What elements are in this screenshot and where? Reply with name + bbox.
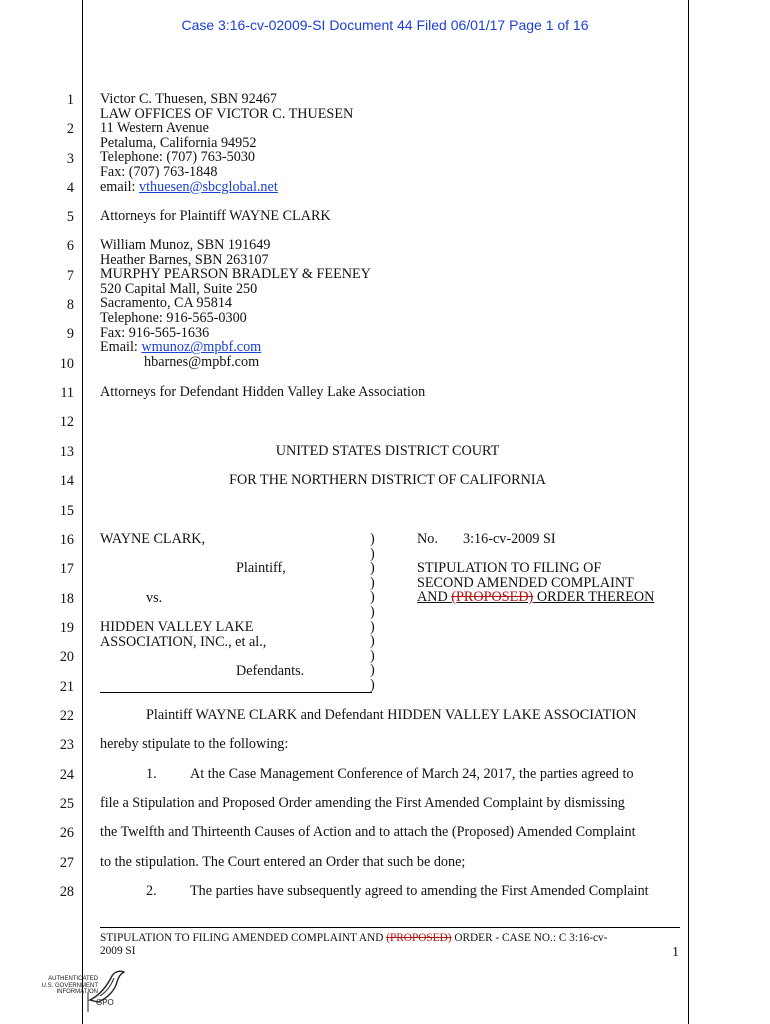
title-text: AND bbox=[417, 589, 452, 606]
counsel-name: Victor C. Thuesen, SBN 92467 bbox=[100, 91, 278, 107]
body-intro: Plaintiff WAYNE CLARK and Defendant HIDDEN VALLEY LAKE ASSOCIATION bbox=[146, 707, 637, 723]
city-address: Petaluma, California 94952 bbox=[100, 134, 257, 151]
versus: vs. bbox=[146, 590, 163, 606]
struck-text: (PROPOSED) bbox=[451, 589, 534, 606]
line-number: 28 bbox=[59, 884, 74, 900]
counsel-name: William Munoz, SBN 191649 bbox=[100, 237, 271, 253]
left-margin-rule bbox=[82, 0, 83, 1024]
firm-name: LAW OFFICES OF VICTOR C. THUESEN bbox=[100, 105, 354, 122]
line-number: 9 bbox=[66, 326, 74, 342]
line-number: 7 bbox=[66, 268, 74, 284]
title-line: SECOND AMENDED COMPLAINT bbox=[417, 574, 634, 591]
logo-text-line: AUTHENTICATED bbox=[48, 976, 98, 982]
line-number: 27 bbox=[59, 855, 74, 871]
logo-text-line: U.S. GOVERNMENT bbox=[41, 982, 98, 989]
document-title bbox=[417, 561, 677, 605]
line-number: 4 bbox=[66, 180, 74, 196]
filing-header: Case 3:16-cv-02009-SI Document 44 Filed 06/01/17 Page 1 of 16 bbox=[181, 17, 589, 33]
court-name: UNITED STATES DISTRICT COURT bbox=[275, 443, 500, 459]
street-address: 520 Capital Mall, Suite 250 bbox=[100, 280, 258, 297]
footer-line: 2009 SI bbox=[100, 945, 136, 957]
defendant-counsel-block bbox=[100, 238, 660, 369]
line-number: 26 bbox=[59, 825, 74, 841]
paragraph-text: to the stipulation. The Court entered an Order that such be done; bbox=[100, 854, 466, 870]
caption-underline bbox=[100, 692, 372, 693]
email-line bbox=[100, 180, 660, 195]
paragraph-text: the Twelfth and Thirteenth Causes of Action and to attach the (Proposed) Amended Complaint bbox=[100, 824, 636, 840]
case-number: 3:16-cv-2009 SI bbox=[463, 531, 556, 547]
email-label: Email: bbox=[100, 339, 142, 356]
email-line bbox=[100, 340, 660, 355]
firm-name: MURPHY PEARSON BRADLEY & FEENEY bbox=[100, 266, 371, 283]
line-number: 3 bbox=[66, 151, 74, 167]
logo-text-line: INFORMATION bbox=[56, 989, 98, 995]
line-number: 15 bbox=[59, 503, 74, 519]
line-number: 5 bbox=[66, 209, 74, 225]
counsel-name: Heather Barnes, SBN 263107 bbox=[100, 251, 269, 268]
defendant-name bbox=[100, 620, 266, 649]
line-number: 14 bbox=[59, 473, 74, 489]
defendant-role: Defendants. bbox=[236, 663, 305, 679]
line-number: 17 bbox=[59, 561, 74, 577]
fax: Fax: (707) 763-1848 bbox=[100, 163, 218, 180]
line-number: 19 bbox=[59, 620, 74, 636]
plaintiff-attorneys-for: Attorneys for Plaintiff WAYNE CLARK bbox=[100, 208, 331, 224]
body-intro-cont: hereby stipulate to the following: bbox=[100, 736, 289, 752]
paragraph-number: 2. bbox=[146, 883, 157, 899]
title-text: ORDER THEREON bbox=[533, 589, 655, 606]
page-number: 1 bbox=[672, 945, 679, 960]
line-number: 18 bbox=[59, 591, 74, 607]
line-number: 20 bbox=[59, 649, 74, 665]
street-address: 11 Western Avenue bbox=[100, 120, 209, 137]
line-number: 1 bbox=[66, 92, 74, 108]
email-secondary: hbarnes@mpbf.com bbox=[144, 353, 260, 370]
caption-parentheses: ) ) ) ) ) ) ) ) ) ) ) bbox=[370, 531, 375, 693]
city-address: Sacramento, CA 95814 bbox=[100, 295, 233, 312]
line-number: 25 bbox=[59, 796, 74, 812]
line-number: 12 bbox=[59, 414, 74, 430]
paragraph-number: 1. bbox=[146, 766, 157, 782]
footer-caption bbox=[100, 932, 607, 958]
paragraph-text: The parties have subsequently agreed to amending the First Amended Complaint bbox=[190, 883, 649, 899]
footer-rule bbox=[100, 927, 680, 928]
right-margin-rule bbox=[688, 0, 689, 1024]
plaintiff-name: WAYNE CLARK, bbox=[100, 531, 206, 547]
email-link[interactable]: wmunoz@mpbf.com bbox=[141, 339, 262, 356]
defendant-attorneys-for: Attorneys for Defendant Hidden Valley Lake Association bbox=[100, 384, 426, 400]
line-number: 21 bbox=[59, 679, 74, 695]
defendant-line: HIDDEN VALLEY LAKE bbox=[100, 619, 254, 635]
title-line bbox=[417, 590, 677, 605]
footer-text: ORDER - CASE NO.: C 3:16-cv- bbox=[451, 932, 608, 944]
email-label: email: bbox=[100, 178, 140, 195]
line-number: 8 bbox=[66, 297, 74, 313]
line-number: 11 bbox=[60, 385, 74, 401]
line-number: 23 bbox=[59, 737, 74, 753]
case-number-label: No. bbox=[417, 531, 438, 547]
gpo-authentication-logo bbox=[40, 966, 130, 1014]
telephone: Telephone: 916-565-0300 bbox=[100, 309, 247, 326]
plaintiff-role: Plaintiff, bbox=[236, 560, 286, 576]
line-number: 16 bbox=[59, 532, 74, 548]
line-number: 22 bbox=[59, 708, 74, 724]
line-number: 6 bbox=[66, 238, 74, 254]
paragraph-text: At the Case Management Conference of March 24, 2017, the parties agreed to bbox=[190, 766, 634, 782]
title-line: STIPULATION TO FILING OF bbox=[417, 560, 602, 576]
line-number: 24 bbox=[59, 767, 74, 783]
line-number: 2 bbox=[66, 121, 74, 137]
email-link[interactable]: vthuesen@sbcglobal.net bbox=[139, 178, 278, 195]
plaintiff-counsel-block bbox=[100, 92, 660, 194]
footer-text: STIPULATION TO FILING AMENDED COMPLAINT AND bbox=[100, 932, 387, 944]
logo-mark: GPO bbox=[96, 998, 114, 1007]
line-number: 10 bbox=[59, 356, 74, 372]
struck-text: (PROPOSED) bbox=[386, 932, 452, 944]
telephone: Telephone: (707) 763-5030 bbox=[100, 149, 256, 166]
defendant-line: ASSOCIATION, INC., et al., bbox=[100, 633, 267, 650]
paragraph-text: file a Stipulation and Proposed Order amending the First Amended Complaint by dismissing bbox=[100, 795, 625, 811]
fax: Fax: 916-565-1636 bbox=[100, 324, 210, 341]
footer-line bbox=[100, 932, 607, 945]
line-number: 13 bbox=[59, 444, 74, 460]
court-district: FOR THE NORTHERN DISTRICT OF CALIFORNIA bbox=[229, 472, 546, 488]
